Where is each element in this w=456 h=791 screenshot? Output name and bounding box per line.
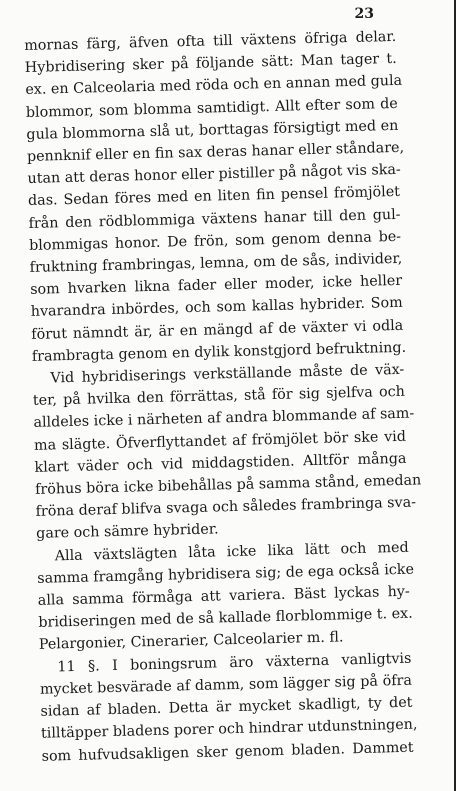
text-line: gula blommorna slå ut, borttagas försigtigt med en [26, 117, 399, 143]
text-line: blommigas honor. De frön, som genom denna be- [28, 228, 402, 254]
text-line: Hybridisering sker på följande sätt: Man tager t. [24, 51, 397, 77]
text-line: sidan af bladen. Detta är mycket skadligt, ty det [40, 694, 413, 720]
text-line: gare och sämre hybrider. [36, 521, 219, 543]
text-line: mycket besvärade af damm, som lägger sig på öfra [39, 672, 413, 698]
text-line: blommor, som blomma samtidigt. Allt efter som de [25, 95, 398, 121]
text-line: alla samma förmåga att variera. Bäst lyckas hy- [37, 583, 410, 609]
text-line: ma slägte. Öfverflyttandet af frömjölet bör ske vid [33, 428, 407, 454]
text-line: frambragta genom en dylik konstgjord befruktning. [31, 339, 407, 365]
text-line: Pelargonier, Cinerarier, Calceolarier m. fl. [38, 629, 344, 654]
text-line: Alla växtslägten låta icke lika lätt och med [54, 539, 409, 565]
text-line: fröna deraf blifva svaga och således frambringa sva- [35, 494, 417, 521]
text-line: som hufvudsakligen sker genom bladen. Dammet [41, 739, 414, 765]
text-line: klart väder och vid middagstiden. Alltför många [34, 450, 407, 476]
text-line: Vid hybridiserings verkställande måste de väx- [50, 361, 405, 387]
text-line: från den rödblommiga växtens hanar till den gul- [28, 206, 401, 232]
text-line: fruktning frambringas, lemna, om de sås, individer, [29, 250, 403, 276]
text-line: pennknif eller en fin sax deras hanar eller ståndare, [26, 139, 405, 165]
text-line: ex. en Calceolaria med röda och en annan med gula [25, 73, 403, 99]
text-line: alldeles icke i närheten af andra blommande af sam- [33, 406, 415, 432]
text-line: samma framgång hybridisera sig; de ega också icke [37, 561, 415, 587]
text-line: bridiseringen med de så kallade florblommige t. ex. [38, 605, 413, 632]
page-number: 23 [354, 6, 374, 22]
text-line: fröhus böra icke bibehållas på samma stånd, emedan [34, 472, 422, 498]
text-line: som hvarken likna fader eller moder, icke heller [30, 273, 403, 299]
body-text [24, 26, 422, 768]
text-line: förut nämndt är, är en mängd af de växter vi odla [31, 317, 404, 343]
text-line: ter, på hvilka den förrättas, stå för sig sjelfva och [32, 384, 406, 410]
text-line: mornas färg, äfven ofta till växtens öfriga delar. [24, 28, 397, 54]
text-line: utan att deras honor eller pistiller på något vis ska- [27, 162, 401, 188]
text-line: das. Sedan föres med en liten fin pensel frömjölet [27, 184, 401, 210]
text-line: tilltäpper bladens porer och hindrar utdunstningen, [40, 716, 418, 743]
text-line: hvarandra inbördes, och som kallas hybrider. Som [30, 295, 403, 321]
text-line: 11 §. I boningsrum äro växterna vanligtvis [57, 650, 412, 676]
